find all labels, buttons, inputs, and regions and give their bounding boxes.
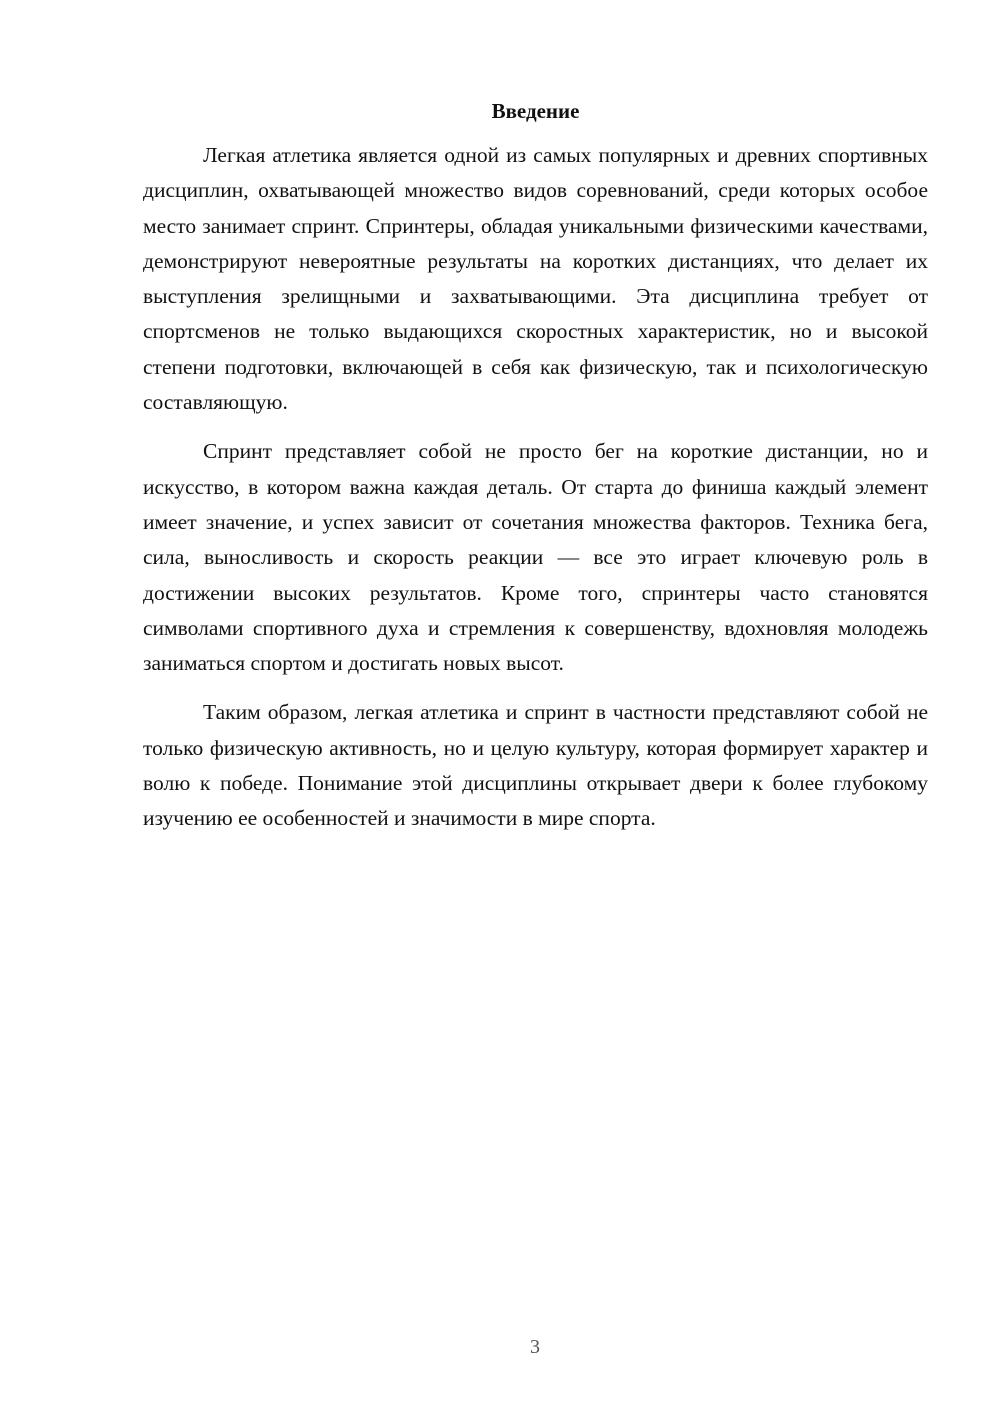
paragraph-2: Спринт представляет собой не просто бег на короткие дистанции, но и искусство, в котором важна каждая деталь. От старта до финиша каждый элемент имеет значение, и успех зависит от сочетания множества факторов. Техника бега, сила, выносливость и скорость реакции — все это играет ключевую роль в достижении высоких результатов. Кроме того, спринтеры часто становятся символами спортивного духа и стремления к совершенству, вдохновляя молодежь заниматься спортом и достигать новых высот. (143, 439, 928, 676)
page-number: 3 (530, 1336, 540, 1358)
paragraph-1: Легкая атлетика является одной из самых популярных и древних спортивных дисциплин, охватывающей множество видов соревнований, среди которых особое место занимает спринт. Спринтеры, обладая уникальными физическими качествами, демонстрируют невероятные результаты на коротких дистанциях, что делает их выступления зрелищными и захватывающими. Эта дисциплина требует от спортсменов не только выдающихся скоростных характеристик, но и высокой степени подготовки, включающей в себя как физическую, так и психологическую составляющую. (143, 143, 928, 415)
section-title: Введение (491, 99, 580, 123)
page-content (143, 96, 928, 837)
paragraph-3: Таким образом, легкая атлетика и спринт в частности представляют собой не только физическую активность, но и целую культуру, которая формирует характер и волю к победе. Понимание этой дисциплины открывает двери к более глубокому изучению ее особенностей и значимости в мире спорта. (143, 700, 928, 831)
